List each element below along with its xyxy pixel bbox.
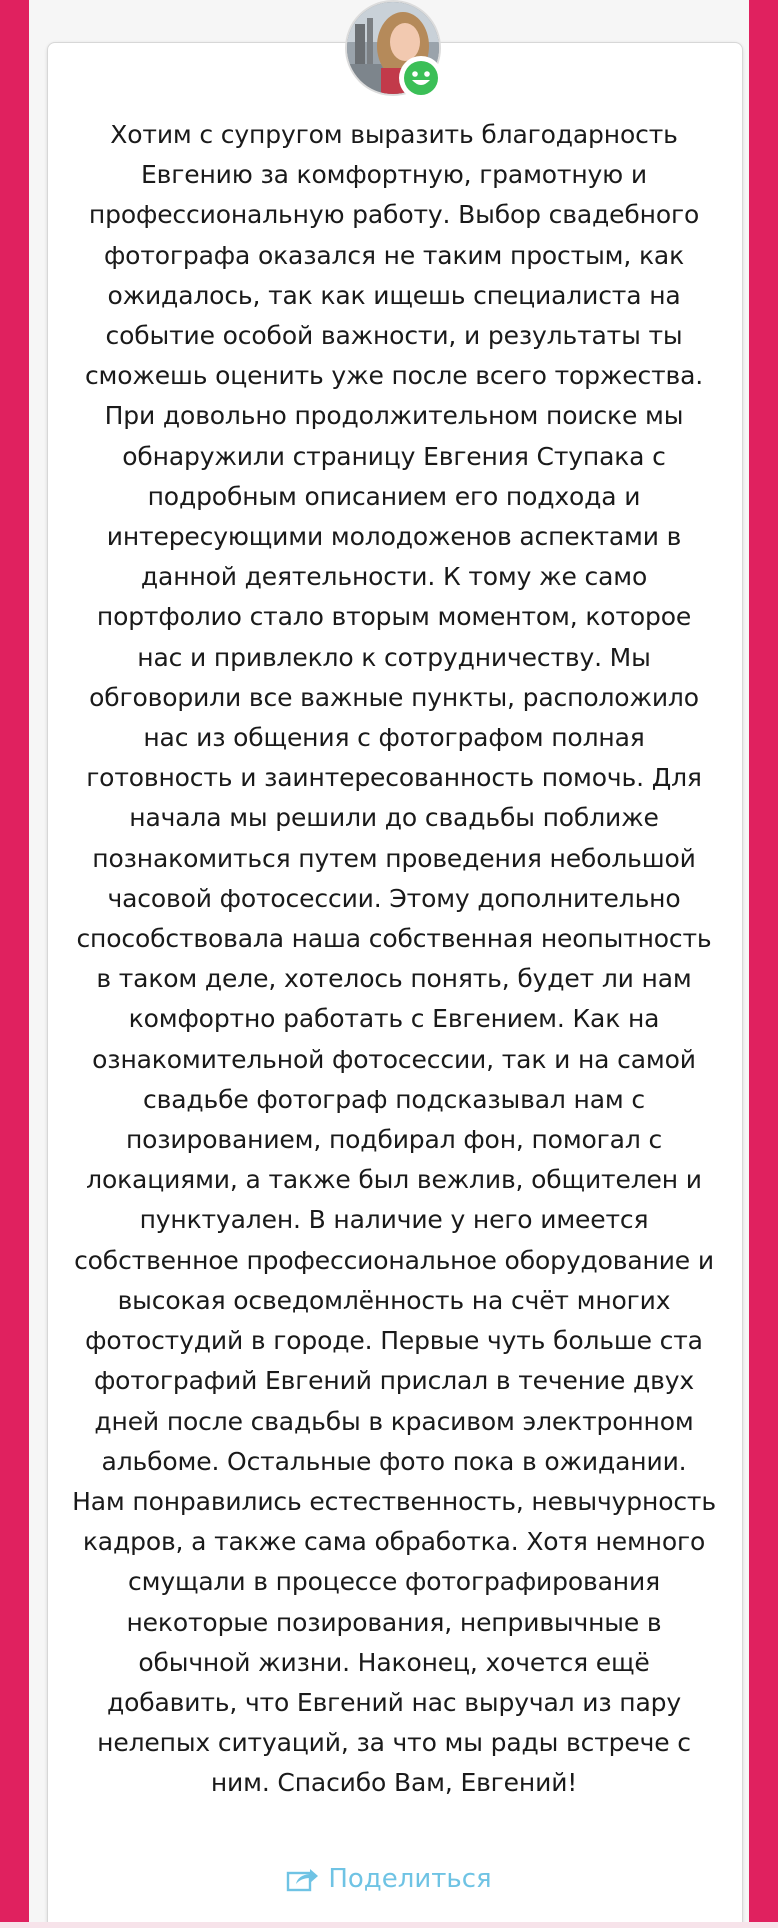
bottom-divider bbox=[0, 1922, 778, 1928]
smiley-face-icon bbox=[402, 59, 440, 97]
smiley-face-badge bbox=[399, 56, 443, 100]
share-icon bbox=[286, 1866, 320, 1892]
share-label: Поделиться bbox=[328, 1864, 492, 1894]
share-button[interactable] bbox=[0, 1864, 778, 1894]
left-accent-bar bbox=[0, 0, 29, 1928]
reviewer-avatar-group bbox=[345, 0, 441, 96]
right-accent-bar bbox=[749, 0, 778, 1928]
review-text: Хотим с супругом выразить благодарность Евгению за комфортную, грамотную и профессиональную работу. Выбор свадебного фотографа оказался не таким простым, как ожидалось, так как ищешь специалиста на событие особой важности, и результаты ты сможешь оценить уже после всего торжества. При довольно продолжительном поиске мы обнаружили страницу Евгения Ступака с подробным описанием его подхода и интересующими молодоженов аспектами в данной деятельности. К тому же само портфолио стало вторым моментом, которое нас и привлекло к сотрудничеству. Мы обговорили все важные пункты, расположило нас из общения с фотографом полная готовность и заинтересованность помочь. Для начала мы решили до свадьбы поближе познакомиться путем проведения небольшой часовой фотосессии. Этому дополнительно способствовала наша собственная неопытность в таком деле, хотелось понять, будет ли нам комфортно работать с Евгением. Как на ознакомительной фотосессии, так и на самой свадьбе фотограф подсказывал нам с позированием, подбирал фон, помогал с локациями, а также был вежлив, общителен и пунктуален. В наличие у него имеется собственное профессиональное оборудование и высокая осведомлённость на счёт многих фотостудий в городе. Первые чуть больше ста фотографий Евгений прислал в течение двух дней после свадьбы в красивом электронном альбоме. Остальные фото пока в ожидании. Нам понравились естественность, невычурность кадров, а также сама обработка. Хотя немного смущали в процессе фотографирования некоторые позирования, непривычные в обычной жизни. Наконец, хочется ещё добавить, что Евгений нас выручал из пару нелепых ситуаций, за что мы рады встрече с ним. Спасибо Вам, Евгений! bbox=[72, 120, 716, 1798]
